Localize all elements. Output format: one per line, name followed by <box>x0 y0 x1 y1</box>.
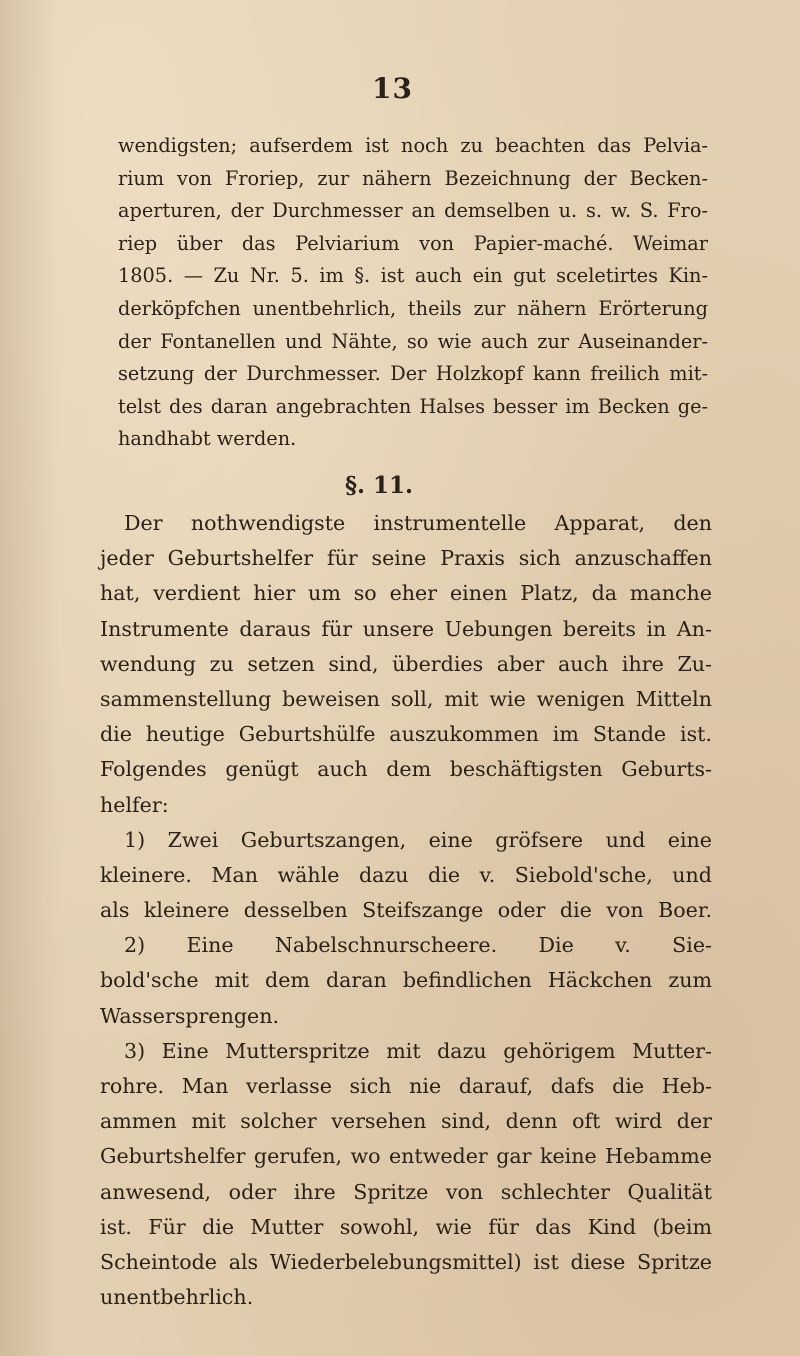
text-line: 1) Zwei Geburtszangen, eine gröfsere und eine <box>124 827 712 852</box>
text-line: hat, verdient hier um so eher einen Platz, da manche <box>100 581 712 606</box>
text-line: riep über das Pelviarium von Papier-maché. Weimar <box>118 231 708 255</box>
text-line: Folgendes genügt auch dem beschäftigsten Geburts- <box>100 757 712 782</box>
paragraph-1 <box>118 130 708 456</box>
paragraph-2 <box>100 506 712 1315</box>
text-line: derköpfchen unentbehrlich, theils zur nähern Erörterung <box>118 296 708 320</box>
text-line: 1805. — Zu Nr. 5. im §. ist auch ein gut sceletirtes Kin- <box>118 264 708 288</box>
text-line: ist. Für die Mutter sowohl, wie für das Kind (beim <box>100 1214 712 1239</box>
text-line: Wassersprengen. <box>100 1003 280 1028</box>
text-line: anwesend, oder ihre Spritze von schlechter Qualität <box>100 1179 712 1204</box>
section-heading: §. 11. <box>345 472 414 499</box>
page-edge-shadow <box>0 0 60 1356</box>
text-line: Der nothwendigste instrumentelle Apparat, den <box>124 511 712 535</box>
text-line: rium von Froriep, zur nähern Bezeichnung der Becken- <box>118 166 708 190</box>
text-line: 3) Eine Mutterspritze mit dazu gehörigem Mutter- <box>124 1038 712 1063</box>
text-line: sammenstellung beweisen soll, mit wie wenigen Mitteln <box>100 686 712 711</box>
text-line: Geburtshelfer gerufen, wo entweder gar keine Hebamme <box>100 1144 712 1169</box>
text-line: telst des daran angebrachten Halses besser im Becken ge- <box>118 394 708 418</box>
text-line: Scheintode als Wiederbelebungsmittel) ist diese Spritze <box>100 1249 712 1274</box>
text-line: bold'sche mit dem daran befindlichen Häckchen zum <box>100 968 712 993</box>
text-line: wendung zu setzen sind, überdies aber auch ihre Zu- <box>100 651 712 676</box>
text-line: rohre. Man verlasse sich nie darauf, dafs die Heb- <box>100 1074 712 1098</box>
text-line: helfer: <box>100 792 169 817</box>
text-line: jeder Geburtshelfer für seine Praxis sich anzuschaffen <box>100 546 712 571</box>
page-number: 13 <box>372 72 413 105</box>
text-line: unentbehrlich. <box>100 1285 254 1310</box>
text-line: kleinere. Man wähle dazu die v. Siebold'sche, und <box>100 862 712 887</box>
text-line: als kleinere desselben Steifszange oder die von Boer. <box>100 898 712 923</box>
text-line: wendigsten; aufserdem ist noch zu beachten das Pelvia- <box>118 134 708 157</box>
text-line: aperturen, der Durchmesser an demselben u. s. w. S. Fro- <box>118 199 708 223</box>
text-line: der Fontanellen und Nähte, so wie auch zur Auseinander- <box>118 329 708 353</box>
text-line: setzung der Durchmesser. Der Holzkopf kann freilich mit- <box>118 362 708 386</box>
text-line: Instrumente daraus für unsere Uebungen bereits in An- <box>100 616 712 641</box>
text-line: handhabt werden. <box>118 427 297 451</box>
text-line: 2) Eine Nabelschnurscheere. Die v. Sie- <box>124 933 712 958</box>
text-line: die heutige Geburtshülfe auszukommen im Stande ist. <box>100 722 712 747</box>
text-line: ammen mit solcher versehen sind, denn oft wird der <box>100 1109 712 1134</box>
